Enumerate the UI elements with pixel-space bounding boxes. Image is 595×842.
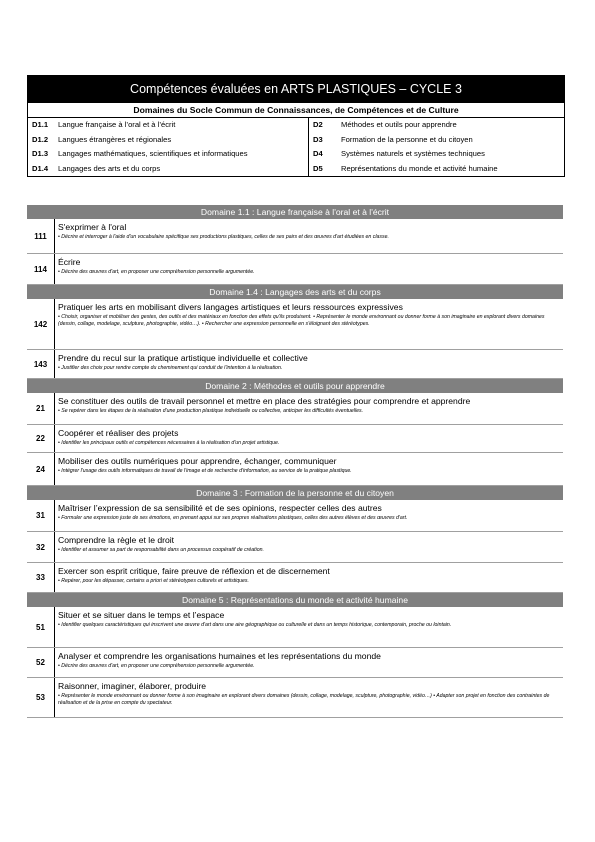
competence-content	[55, 299, 563, 349]
competence-content	[55, 532, 563, 562]
domain-label: Formation de la personne et du citoyen	[341, 134, 473, 144]
competence-title: Raisonner, imaginer, élaborer, produire	[58, 681, 207, 691]
domain-item-d2	[309, 118, 564, 133]
section-header: Domaine 3 : Formation de la personne et du citoyen	[27, 486, 563, 500]
competence-code: 32	[27, 532, 55, 562]
page-title: Compétences évaluées en ARTS PLASTIQUES – CYCLE 3	[28, 76, 564, 103]
domains-grid	[28, 118, 564, 176]
competence-code: 53	[27, 678, 55, 717]
competence-code: 143	[27, 350, 55, 378]
competence-row	[27, 532, 563, 563]
competence-row	[27, 393, 563, 425]
competence-title: Comprendre la règle et le droit	[58, 535, 175, 545]
competence-description: • Décrire des œuvres d'art, en proposer une compréhension personnelle argumentée.	[58, 663, 255, 669]
domains-header	[27, 75, 565, 177]
competence-title: Maîtriser l’expression de sa sensibilité et de ses opinions, respecter celles des autres	[58, 503, 382, 513]
section-header: Domaine 1.1 : Langue française à l'oral et à l'écrit	[27, 205, 563, 219]
section-header: Domaine 2 : Méthodes et outils pour apprendre	[27, 379, 563, 393]
competence-code: 111	[27, 219, 55, 253]
competence-title: Coopérer et réaliser des projets	[58, 428, 179, 438]
competence-content	[55, 350, 563, 378]
competence-code: 142	[27, 299, 55, 349]
competence-title: Se constituer des outils de travail personnel et mettre en place des stratégies pour comprendre et apprendre	[58, 396, 471, 406]
competence-content	[55, 425, 563, 452]
domain-code: D5	[313, 163, 323, 173]
domain-label: Langues étrangères et régionales	[58, 134, 172, 144]
competence-row	[27, 425, 563, 453]
competence-code: 22	[27, 425, 55, 452]
competence-description: • Décrire des œuvres d'art, en proposer une compréhension personnelle argumentée.	[58, 269, 255, 275]
domain-item-d5	[309, 162, 564, 177]
competence-content	[55, 254, 563, 284]
domain-label: Langue française à l’oral et à l’écrit	[58, 120, 176, 129]
domain-code: D3	[313, 134, 323, 144]
competence-description: • Décrire et interroger à l'aide d'un vocabulaire spécifique ses productions plastiques, celles de ses pairs et des œuvres d'art étudiées en classe.	[58, 234, 389, 240]
competence-content	[55, 563, 563, 592]
competence-description: • Justifier des choix pour rendre compte du cheminement qui conduit de l'intention à la réalisation.	[58, 365, 283, 371]
competence-content	[55, 393, 563, 424]
domain-label: Systèmes naturels et systèmes techniques	[341, 149, 485, 158]
domain-item-d1-2	[28, 133, 309, 148]
competence-row	[27, 563, 563, 593]
domain-code: D1.4	[32, 163, 49, 173]
competence-title: Pratiquer les arts en mobilisant divers langages artistiques et leurs ressources expressives	[58, 302, 403, 312]
section-header: Domaine 1.4 : Langages des arts et du corps	[27, 285, 563, 299]
competence-title: Exercer son esprit critique, faire preuve de réflexion et de discernement	[58, 566, 330, 576]
competence-code: 52	[27, 648, 55, 677]
domain-code: D2	[313, 120, 323, 129]
competence-row	[27, 350, 563, 379]
competence-row	[27, 500, 563, 532]
domain-code: D1.3	[32, 149, 49, 158]
competence-code: 24	[27, 453, 55, 485]
competence-content	[55, 648, 563, 677]
competence-code: 51	[27, 607, 55, 647]
competence-row	[27, 453, 563, 486]
domain-item-d1-3	[28, 147, 309, 162]
section-header: Domaine 5 : Représentations du monde et activité humaine	[27, 593, 563, 607]
competence-title: Mobiliser des outils numériques pour apprendre, échanger, communiquer	[58, 456, 337, 466]
domain-item-d4	[309, 147, 564, 162]
competence-code: 31	[27, 500, 55, 531]
competence-row	[27, 607, 563, 648]
competences-table	[27, 205, 563, 718]
competence-description: • Identifier quelques caractéristiques qui inscrivent une œuvre d'art dans une aire géographique ou culturelle et dans un temps historique, contemporain, proche ou lointain.	[58, 622, 452, 628]
competence-description: • Identifier les principaux outils et compétences nécessaires à la réalisation d'un projet artistique.	[58, 440, 280, 446]
competence-content	[55, 219, 563, 253]
domain-item-d3	[309, 133, 564, 148]
domain-label: Langages mathématiques, scientifiques et informatiques	[58, 149, 248, 158]
competence-row	[27, 219, 563, 254]
competence-title: Analyser et comprendre les organisations humaines et les représentations du monde	[58, 651, 381, 661]
competence-content	[55, 500, 563, 531]
domain-code: D4	[313, 149, 323, 158]
competence-content	[55, 453, 563, 485]
competence-description: • Identifier et assumer sa part de responsabilité dans un processus coopératif de création.	[58, 547, 264, 553]
domain-label: Langages des arts et du corps	[58, 163, 161, 173]
competence-code: 33	[27, 563, 55, 592]
domain-code: D1.1	[32, 120, 49, 129]
competence-row	[27, 648, 563, 678]
domain-code: D1.2	[32, 134, 49, 144]
competence-description: • Choisir, organiser et mobiliser des gestes, des outils et des matériaux en fonction des effets qu'ils produisent. • Représenter le monde environnant ou donner forme à son imaginaire en explorant divers domaines (dessin, collage, modelage, sculpture, photographie, vidéo…). • Rechercher une expression personnelle en s'éloignant des stéréotypes.	[58, 314, 545, 327]
competence-description: • Repérer, pour les dépasser, certains a priori et stéréotypes culturels et artistiques.	[58, 578, 249, 584]
domain-label: Méthodes et outils pour apprendre	[341, 120, 457, 129]
domain-label: Représentations du monde et activité humaine	[341, 163, 498, 173]
competence-title: Prendre du recul sur la pratique artistique individuelle et collective	[58, 353, 308, 363]
domain-item-d1-4	[28, 162, 309, 177]
competence-code: 21	[27, 393, 55, 424]
competence-description: • Intégrer l'usage des outils informatiques de travail de l'image et de recherche d'information, au service de la pratique plastique.	[58, 468, 352, 474]
competence-title: S'exprimer à l'oral	[58, 222, 127, 232]
competence-description: • Se repérer dans les étapes de la réalisation d'une production plastique individuelle ou collective, anticiper les difficultés éventuelles.	[58, 408, 364, 414]
competence-content	[55, 678, 563, 717]
competence-row	[27, 678, 563, 718]
competence-content	[55, 607, 563, 647]
competence-title: Situer et se situer dans le temps et l’espace	[58, 610, 225, 620]
competence-row	[27, 254, 563, 285]
competence-row	[27, 299, 563, 350]
domain-item-d1-1	[28, 118, 309, 133]
competence-title: Écrire	[58, 257, 81, 267]
competence-description: • Formuler une expression juste de ses émotions, en prenant appui sur ses propres réalisations plastiques, celles des autres élèves et des œuvres d'art.	[58, 515, 408, 521]
competence-code: 114	[27, 254, 55, 284]
domains-subtitle: Domaines du Socle Commun de Connaissances, de Compétences et de Culture	[28, 103, 564, 118]
competence-description: • Représenter le monde environnant ou donner forme à son imaginaire en explorant divers domaines (dessin, collage, modelage, sculpture, photographie, vidéo…) • Adapter son projet en fonction des contraintes de réalisation et de la prise en compte du spectateur.	[58, 693, 550, 706]
